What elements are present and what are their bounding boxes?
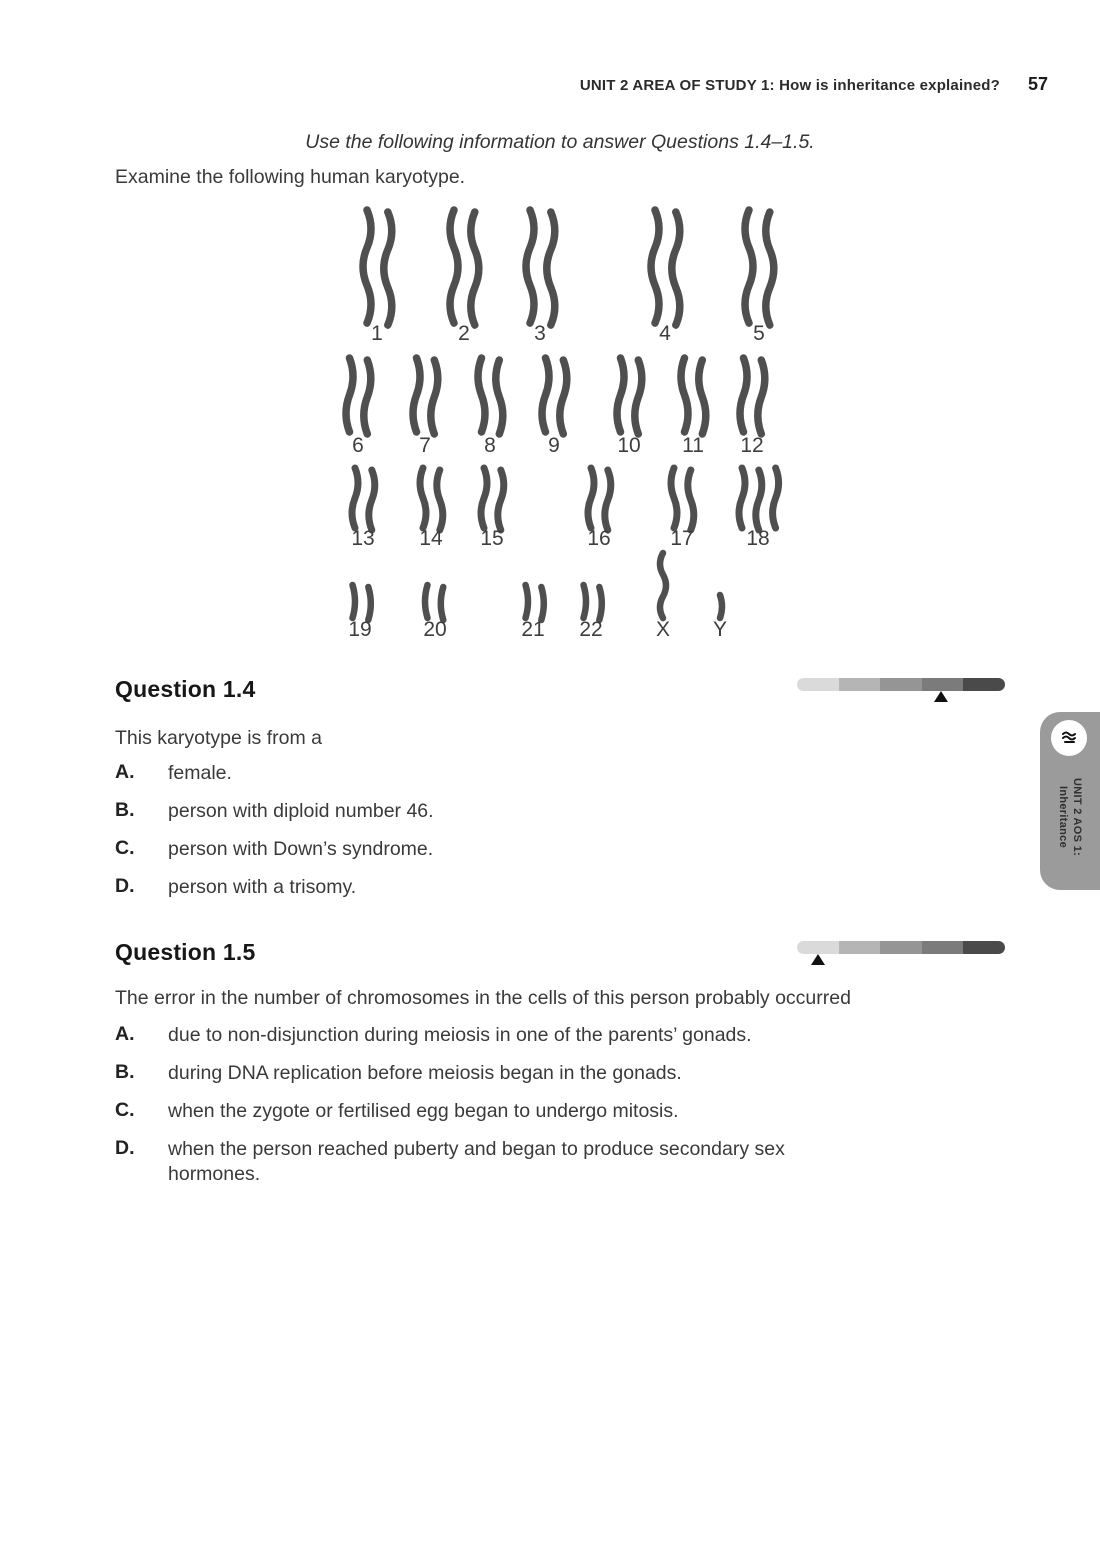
option-c — [115, 837, 434, 862]
chromosome-7 — [413, 358, 420, 432]
chromosome-label-7: 7 — [419, 434, 431, 457]
option-text: person with Down’s syndrome. — [168, 838, 434, 860]
difficulty-bar — [797, 941, 1005, 954]
option-text: person with a trisomy. — [168, 876, 357, 898]
chromosome-2 — [450, 210, 458, 323]
chromosome-22 — [584, 585, 587, 618]
chromosome-6 — [346, 358, 353, 432]
figure-lead-text: Examine the following human karyotype. — [115, 166, 466, 188]
chromosome-label-20: 20 — [423, 618, 447, 641]
chromosome-12 — [740, 358, 747, 432]
chromosome-13 — [352, 468, 358, 528]
chromosome-label-8: 8 — [484, 434, 496, 457]
option-d — [115, 875, 434, 900]
chromosome-5 — [745, 210, 753, 323]
option-text: due to non-disjunction during meiosis in one of the parents’ gonads. — [168, 1024, 752, 1046]
chromosome-19 — [368, 587, 371, 620]
chromosome-label-17: 17 — [670, 527, 694, 550]
option-letter: D. — [115, 1137, 135, 1159]
option-letter: C. — [115, 1099, 135, 1121]
running-head: UNIT 2 AREA OF STUDY 1: How is inheritance explained? — [579, 77, 1000, 94]
chromosome-3 — [526, 210, 534, 323]
chromosome-21 — [526, 585, 529, 618]
option-letter: B. — [115, 1061, 135, 1083]
chromosome-label-15: 15 — [480, 527, 504, 550]
chromosome-label-13: 13 — [351, 527, 375, 550]
chromosome-label-11: 11 — [682, 434, 704, 457]
difficulty-bar — [797, 678, 1005, 691]
chromosome-label-18: 18 — [746, 527, 770, 550]
question-group-instruction: Use the following information to answer Questions 1.4–1.5. — [305, 131, 815, 153]
chromosome-icon — [1059, 728, 1079, 748]
chromosome-12 — [758, 360, 765, 434]
unit-side-tab — [1040, 712, 1100, 890]
chromosome-20 — [441, 587, 444, 620]
chromosome-15 — [498, 470, 504, 530]
question-1-4 — [115, 676, 1005, 916]
option-letter: D. — [115, 875, 135, 897]
unit-tab-label — [1056, 747, 1084, 887]
chromosome-label-5: 5 — [753, 322, 765, 345]
option-a — [115, 1023, 878, 1048]
chromosome-label-12: 12 — [740, 434, 764, 457]
chromosome-16 — [605, 470, 611, 530]
option-b — [115, 799, 434, 824]
option-c — [115, 1099, 878, 1124]
chromosome-6 — [364, 360, 371, 434]
chromosome-10 — [635, 360, 642, 434]
chromosome-3 — [547, 212, 555, 325]
chromosome-15 — [481, 468, 487, 528]
chromosome-8 — [478, 358, 485, 432]
karyotype-figure — [330, 200, 810, 650]
chromosome-18 — [773, 468, 779, 528]
question-1-5 — [115, 939, 1005, 1219]
chromosome-18 — [756, 470, 762, 530]
chromosome-label-14: 14 — [419, 527, 443, 550]
chromosome-18 — [739, 468, 745, 528]
chromosome-4 — [672, 212, 680, 325]
chromosome-X — [660, 553, 666, 618]
chromosome-14 — [420, 468, 426, 528]
chromosome-label-2: 2 — [458, 322, 470, 345]
chromosome-label-21: 21 — [521, 618, 545, 641]
chromosome-22 — [599, 587, 602, 620]
chromosome-17 — [671, 468, 677, 528]
option-letter: C. — [115, 837, 135, 859]
option-letter: A. — [115, 1023, 135, 1045]
option-text: during DNA replication before meiosis began in the gonads. — [168, 1062, 682, 1084]
option-text: when the person reached puberty and began to produce secondary sex hormones. — [168, 1138, 785, 1185]
chromosome-11 — [699, 360, 706, 434]
chromosome-Y — [720, 595, 722, 618]
chromosome-10 — [617, 358, 624, 432]
chromosome-2 — [471, 212, 479, 325]
chromosome-7 — [431, 360, 438, 434]
unit-tab-line1: UNIT 2 AOS 1: — [1071, 777, 1083, 857]
chromosome-20 — [425, 585, 428, 618]
chromosome-8 — [496, 360, 503, 434]
chromosome-17 — [688, 470, 694, 530]
chromosome-label-6: 6 — [352, 434, 364, 457]
chromosome-9 — [560, 360, 567, 434]
chromosome-1 — [363, 210, 371, 323]
chromosome-5 — [766, 212, 774, 325]
question-stem: This karyotype is from a — [115, 727, 322, 749]
chromosome-label-10: 10 — [617, 434, 641, 457]
option-letter: B. — [115, 799, 135, 821]
chromosome-1 — [384, 212, 392, 325]
option-text: person with diploid number 46. — [168, 800, 434, 822]
chromosome-label-19: 19 — [348, 618, 372, 641]
difficulty-meter — [797, 678, 1005, 704]
option-a — [115, 761, 434, 786]
difficulty-meter — [797, 941, 1005, 967]
options-list — [115, 761, 434, 913]
chromosome-label-1: 1 — [371, 322, 383, 345]
chromosome-label-Y: Y — [712, 618, 728, 641]
difficulty-marker-icon — [811, 954, 825, 965]
question-stem: The error in the number of chromosomes in the cells of this person probably occurred — [115, 987, 851, 1009]
chromosome-21 — [541, 587, 544, 620]
chromosome-label-16: 16 — [587, 527, 611, 550]
options-list — [115, 1023, 878, 1200]
chromosome-label-3: 3 — [534, 322, 546, 345]
page-number: 57 — [1027, 74, 1048, 94]
option-text: when the zygote or fertilised egg began to undergo mitosis. — [168, 1100, 679, 1122]
chromosome-label-9: 9 — [548, 434, 560, 457]
unit-tab-line2: Inheritance — [1057, 786, 1069, 848]
option-text: female. — [168, 762, 232, 784]
chromosome-16 — [588, 468, 594, 528]
chromosome-4 — [651, 210, 659, 323]
option-b — [115, 1061, 878, 1086]
question-title: Question 1.4 — [115, 676, 256, 702]
chromosome-label-4: 4 — [659, 322, 671, 345]
chromosome-9 — [542, 358, 549, 432]
page-header — [580, 74, 1048, 95]
option-letter: A. — [115, 761, 135, 783]
chromosome-14 — [437, 470, 443, 530]
difficulty-marker-icon — [934, 691, 948, 702]
chromosome-label-X: X — [655, 618, 671, 641]
question-title: Question 1.5 — [115, 939, 256, 965]
chromosome-13 — [369, 470, 375, 530]
option-d — [115, 1137, 878, 1187]
chromosome-19 — [353, 585, 356, 618]
chromosome-11 — [681, 358, 688, 432]
chromosome-label-22: 22 — [579, 618, 603, 641]
